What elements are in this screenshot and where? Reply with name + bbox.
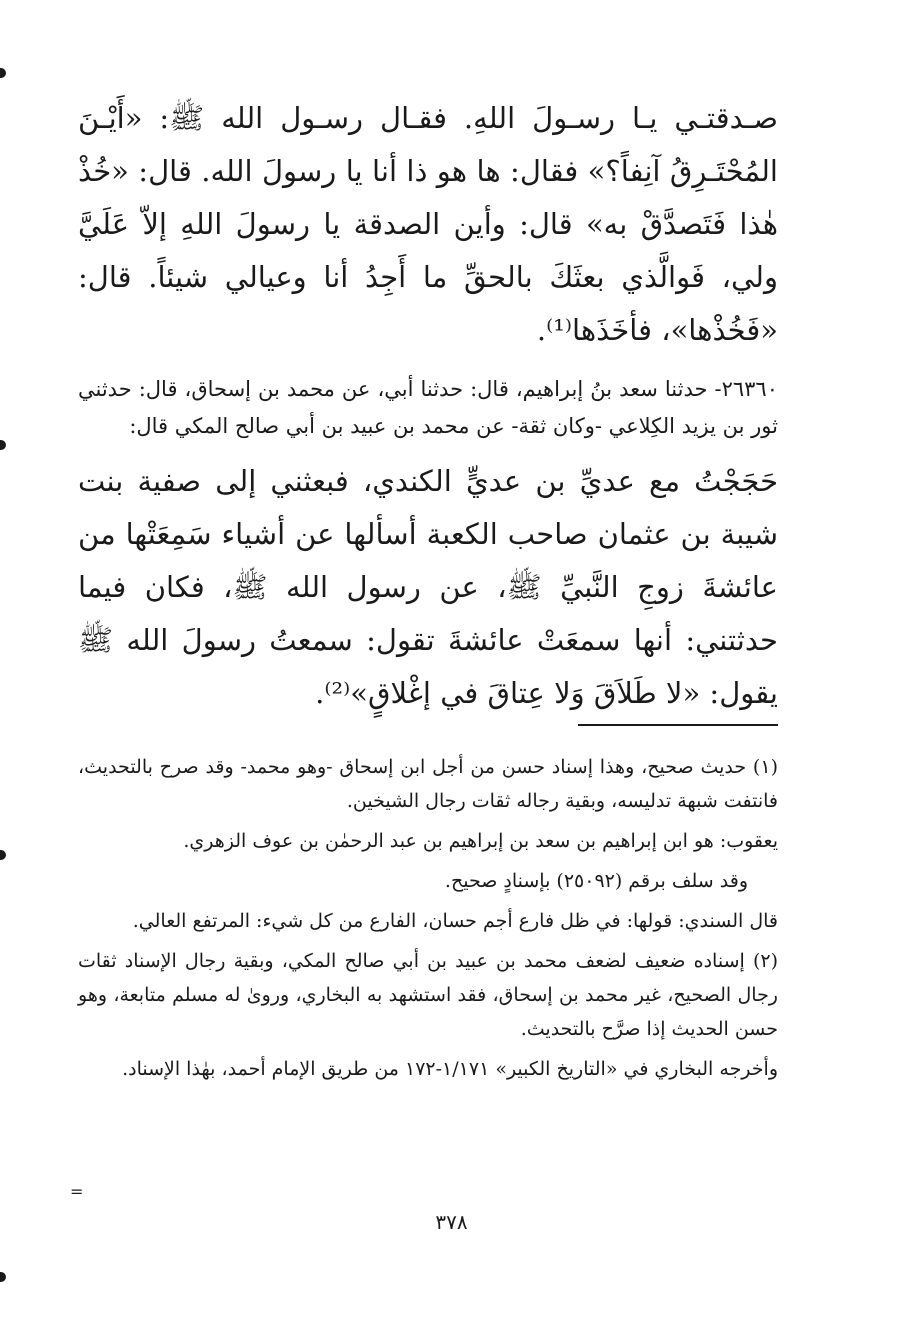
scan-edge-mark: [0, 1272, 6, 1282]
footnote-1-para-3: وقد سلف برقم (٢٥٠٩٢) بإسنادٍ صحيح.: [444, 870, 748, 892]
footnote-1-para-1: (١) حديث صحيح، وهذا إسناد حسن من أجل ابن إسحاق -وهو محمد- وقد صرح بالتحديث، فانتفت شبهة تدليسه، وبقية رجاله ثقات رجال الشيخين.: [78, 756, 778, 812]
footnote-continuation-mark: =: [70, 1182, 84, 1201]
page-body: [78, 92, 778, 1092]
footnote-separator: [578, 724, 778, 726]
footnote-2-para-2: وأخرجه البخاري في «التاريخ الكبير» ١/١٧١-١٧٢ من طريق الإمام أحمد، بهٰذا الإسناد.: [122, 1058, 778, 1080]
scan-edge-mark: [0, 440, 6, 450]
hadith-isnad: ٢٦٣٦٠- حدثنا سعد بنُ إبراهيم، قال: حدثنا أبي، عن محمد بن إسحاق، قال: حدثني ثور بن يزيد الكِلاعي -وكان ثقة- عن محمد بن عبيد بن أبي صالح المكي قال:: [78, 377, 778, 438]
scan-edge-mark: [0, 850, 6, 860]
page-number: ٣٧٨: [435, 1210, 468, 1234]
footnote-1-para-4: قال السندي: قولها: في ظل فارع أجم حسان، الفارع من كل شيء: المرتفع العالي.: [132, 910, 778, 932]
scan-edge-mark: [0, 68, 6, 78]
hadith-text-1: صـدقتـي يـا رسـولَ اللهِ. فقـال رسـول الله ﷺ: «أَيْـنَ المُحْتَـرِقُ آنِفاً؟» فقال: ها هو ذا أنا يا رسولَ الله. قال: «خُذْ هٰذا فَتَصدَّقْ به» قال: وأين الصدقة يا رسولَ اللهِ إلاّ عَلَيَّ ولي، فَوالَّذي بعثَكَ بالحقِّ ما أَجِدُ أنا وعيالي شيئاً. قال: «فَخُذْها»، فأخَذَها⁽¹⁾.: [78, 101, 778, 347]
footnote-1-para-2: يعقوب: هو ابن إبراهيم بن سعد بن إبراهيم بن عبد الرحمٰن بن عوف الزهري.: [183, 830, 778, 852]
footnote-2-para-1: (٢) إسناده ضعيف لضعف محمد بن عبيد بن أبي صالح المكي، وبقية رجال الإسناد ثقات رجال الصحيح، غير محمد بن إسحاق، فقد استشهد به البخاري، وروىٰ له مسلم متابعة، وهو حسن الحديث إذا صرَّح بالتحديث.: [78, 950, 778, 1040]
hadith-text-2: حَجَجْتُ مع عديِّ بن عديٍّ الكندي، فبعثني إلى صفية بنت شيبة بن عثمان صاحب الكعبة أسألها عن أشياء سَمِعَتْها من عائشةَ زوجِ النَّبيِّ ﷺ، عن رسول الله ﷺ، فكان فيما حدثتني: أنها سمعَتْ عائشةَ تقول: سمعتُ رسولَ الله ﷺ يقول: «لا طَلاَقَ وَلا عِتاقَ في إغْلاقٍ»⁽²⁾.: [78, 464, 778, 710]
